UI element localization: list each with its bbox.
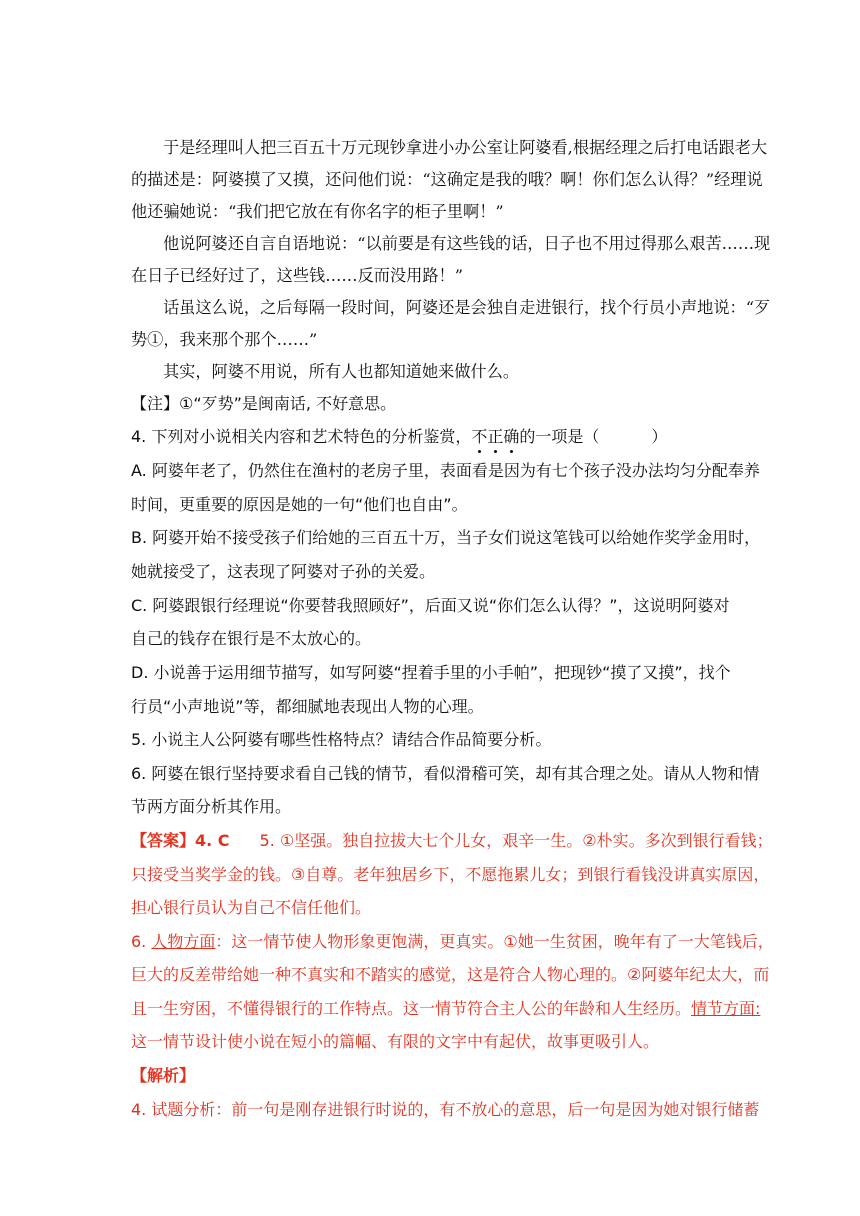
answer-6-line-3-text: 且一生穷困，不懂得银行的工作特点。这一情节符合主人公的年龄和人生经历。 [131, 999, 692, 1018]
story-paragraph-3-line-1: 话虽这么说，之后每隔一段时间，阿婆还是会独自走进银行，找个行员小声地说：“歹 [163, 298, 771, 317]
option-b-line-1: B. 阿婆开始不接受孩子们给她的三百五十万，当子女们说这笔钱可以给她作奖学金用时， [131, 528, 761, 547]
answer-6-line-3 [131, 998, 761, 1020]
option-a-line-1: A. 阿婆年老了，仍然住在渔村的老房子里，表面看是因为有七个孩子没办法均匀分配奉养 [131, 461, 760, 480]
question-5: 5. 小说主人公阿婆有哪些性格特点？请结合作品简要分析。 [131, 730, 552, 749]
person-aspect-label: 人物方面 [151, 932, 216, 951]
emphasis-char: 不 [471, 427, 488, 446]
question-4-stem-close: ） [651, 427, 668, 446]
story-paragraph-4-line-1: 其实，阿婆不用说，所有人也都知道她来做什么。 [163, 362, 520, 381]
question-6-line-1: 6. 阿婆在银行坚持要求看自己钱的情节，看似滑稽可笑，却有其合理之处。请从人物和情 [131, 764, 760, 783]
answer-6-line-4: 这一情节设计使小说在短小的篇幅、有限的文字中有起伏，故事更吸引人。 [131, 1032, 660, 1051]
plot-aspect-label: 情节方面: [691, 999, 761, 1018]
question-4-stem-end: 的一项是（ [519, 427, 600, 446]
analysis-label: 【解析】 [131, 1066, 196, 1085]
answer-6-line-2: 巨大的反差带给她一种不真实和不踏实的感觉，这是符合人物心理的。②阿婆年纪太大，而 [131, 965, 770, 984]
answer-5-line-2: 只接受当奖学金的钱。③自尊。老年独居乡下，不愿拖累儿女；到银行看钱没讲真实原因， [131, 865, 770, 884]
analysis-line-1: 4. 试题分析：前一句是刚存进银行时说的，有不放心的意思，后一句是因为她对银行储蓄 [131, 1100, 760, 1119]
footnote: 【注】①“歹势”是闽南话, 不好意思。 [131, 394, 397, 413]
story-paragraph-3-line-2: 势①，我来那个那个……” [131, 330, 318, 349]
option-d-line-2: 行员“小声地说”等，都细腻地表现出人物的心理。 [131, 697, 484, 716]
question-4-stem [131, 426, 731, 448]
answer-6-line-1 [131, 931, 774, 953]
answer-6-line-1-text: ：这一情节使人物形象更饱满，更真实。①她一生贫困，晚年有了一大笔钱后， [215, 932, 774, 951]
option-c-line-1: C. 阿婆跟银行经理说“你要替我照顾好”，后面又说“你们怎么认得？”，这说明阿婆对 [131, 596, 730, 615]
question-6-line-2: 节两方面分析其作用。 [131, 797, 292, 816]
answer-5-line-1: 5. ①坚强。独自拉拔大七个儿女，艰辛一生。②朴实。多次到银行看钱； [259, 831, 773, 850]
option-c-line-2: 自己的钱存在银行是不太放心的。 [131, 629, 372, 648]
story-paragraph-2-line-1: 他说阿婆还自言自语地说：“以前要是有这些钱的话，日子也不用过得那么艰苦……现 [163, 234, 771, 253]
question-4-stem-start: 4. 下列对小说相关内容和艺术特色的分析鉴赏， [131, 427, 472, 446]
answer-5-line-3: 担心银行员认为自己不信任他们。 [131, 898, 372, 917]
answer-6-number: 6. [131, 932, 152, 951]
story-paragraph-1-line-2: 的描述是：阿婆摸了又摸，还问他们说：“这确定是我的哦？啊！你们怎么认得？”经理说 [131, 170, 763, 189]
emphasis-char: 确 [503, 427, 520, 446]
option-a-line-2: 时间，更重要的原因是她的一句“他们也自由”。 [131, 495, 468, 514]
option-d-line-1: D. 小说善于运用细节描写，如写阿婆“捏着手里的小手帕”，把现钞“摸了又摸”，找个 [131, 663, 731, 682]
answer-label: 【答案】4. C [131, 831, 230, 850]
emphasis-char: 正 [487, 427, 504, 446]
story-paragraph-1-line-1: 于是经理叫人把三百五十万元现钞拿进小办公室让阿婆看,根据经理之后打电话跟老大 [163, 138, 768, 157]
answer-line-1 [131, 830, 773, 852]
story-paragraph-1-line-3: 他还骗她说：“我们把它放在有你名字的柜子里啊！” [131, 202, 504, 221]
story-paragraph-2-line-2: 在日子已经好过了，这些钱……反而没用路！” [131, 266, 464, 285]
option-b-line-2: 她就接受了，这表现了阿婆对子孙的关爱。 [131, 562, 436, 581]
